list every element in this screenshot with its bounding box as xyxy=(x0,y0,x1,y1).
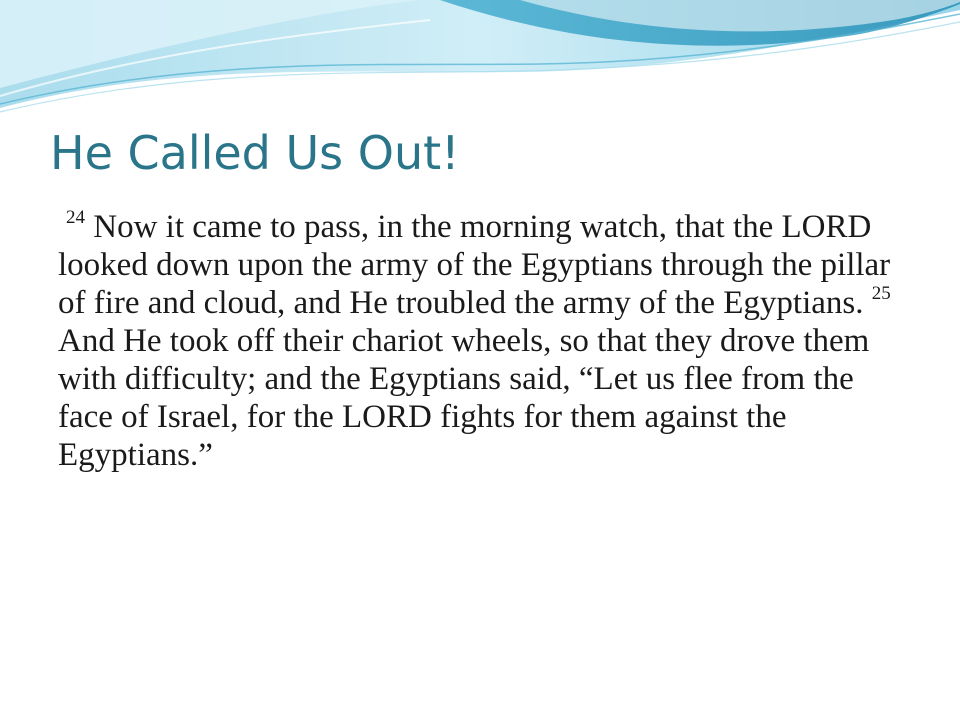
scripture-passage xyxy=(58,208,913,474)
header-wave-decoration xyxy=(0,0,960,120)
verse-text: Now it came to pass, in the morning watch, that the LORD looked down upon the army of the Egyptians through the pillar of fire and cloud, and He troubled the army of the Egyptians. xyxy=(58,209,891,321)
verse-text: And He took off their chariot wheels, so that they drove them with difficulty; and the Egyptians said, “Let us flee from the face of Israel, for the LORD fights for them against the Egyptians.” xyxy=(58,323,870,473)
slide-title: He Called Us Out! xyxy=(50,126,460,180)
verse-number: 25 xyxy=(871,283,891,304)
verse-number: 24 xyxy=(66,207,85,228)
